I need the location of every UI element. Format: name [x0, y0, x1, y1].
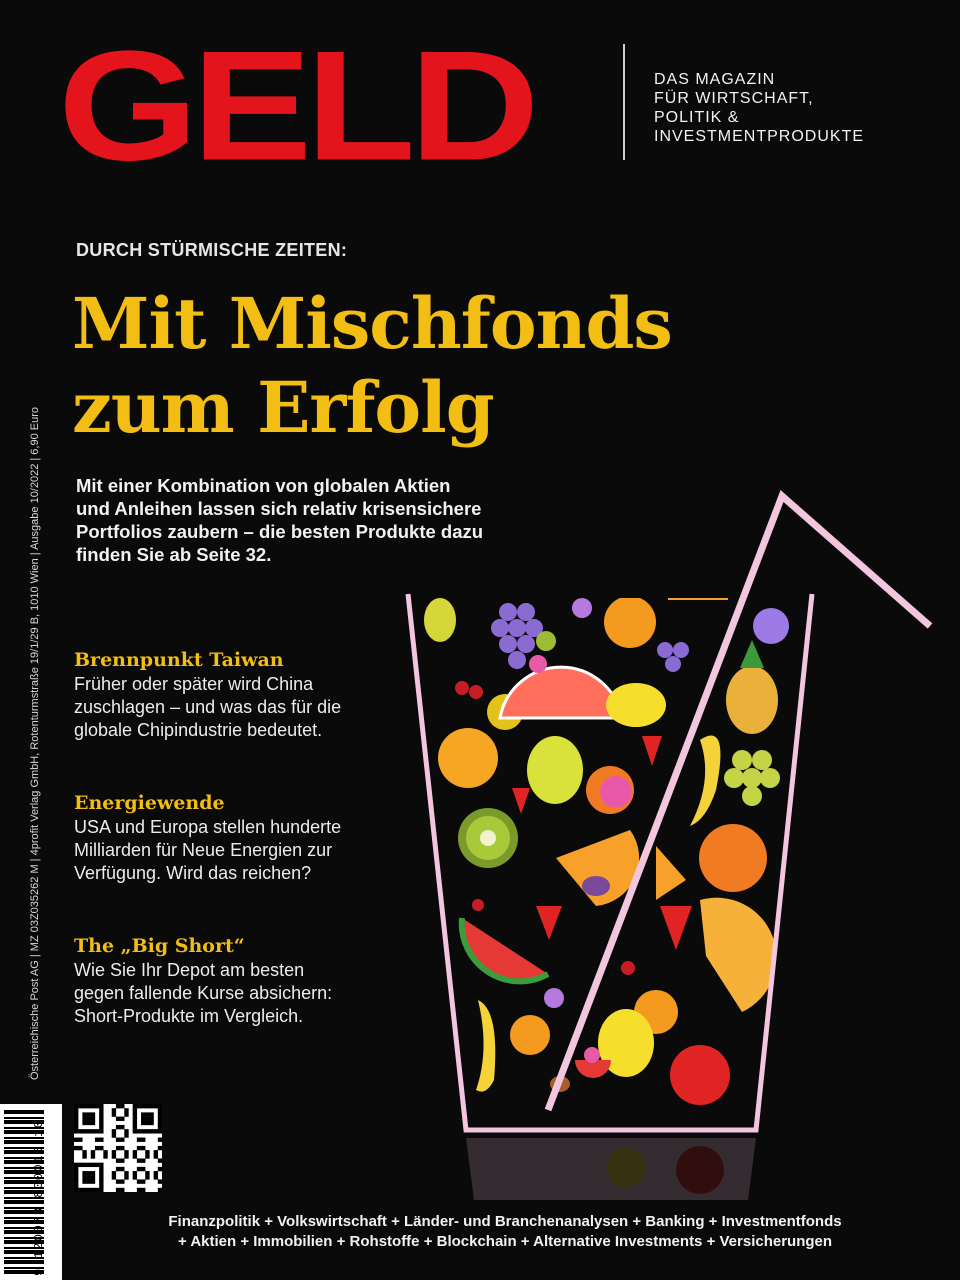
qr-module — [145, 1117, 149, 1121]
qr-module — [99, 1184, 103, 1188]
qr-module — [158, 1188, 162, 1192]
qr-module — [141, 1138, 145, 1142]
qr-module — [95, 1163, 99, 1167]
qr-module — [91, 1150, 95, 1154]
qr-module — [99, 1117, 103, 1121]
qr-module — [124, 1129, 128, 1133]
qr-module — [141, 1104, 145, 1108]
qr-module — [158, 1158, 162, 1162]
lead-line: und Anleihen lassen sich relativ krisensichere — [76, 498, 482, 519]
imprint-line: Österreichische Post AG | MZ 03Z035262 M | 4profit Verlag GmbH, Rotenturmstraße 19/1/29 B, 1010 Wien | Ausgabe 10/2022 | 6,90 Euro — [29, 406, 41, 1080]
lead-line: Mit einer Kombination von globalen Aktien — [76, 475, 451, 496]
teaser-line: zuschlagen – und was das für die — [74, 697, 342, 717]
qr-module — [158, 1129, 162, 1133]
qr-module — [145, 1121, 149, 1125]
qr-module — [133, 1112, 137, 1116]
qr-module — [133, 1171, 137, 1175]
qr-module — [112, 1133, 116, 1137]
qr-module — [82, 1112, 86, 1116]
qr-module — [154, 1175, 158, 1179]
qr-module — [116, 1188, 120, 1192]
fruit-pile — [424, 570, 789, 1105]
qr-module — [82, 1154, 86, 1158]
qr-module — [99, 1188, 103, 1192]
qr-module — [95, 1146, 99, 1150]
qr-module — [74, 1117, 78, 1121]
qr-module — [91, 1171, 95, 1175]
topics-line: + Aktien + Immobilien + Rohstoffe + Blockchain + Alternative Investments + Versicherungen — [177, 1233, 833, 1250]
qr-module — [91, 1121, 95, 1125]
cover-headline — [72, 282, 832, 450]
qr-module — [158, 1138, 162, 1142]
qr-module — [78, 1129, 82, 1133]
qr-module — [137, 1167, 141, 1171]
qr-module — [103, 1150, 107, 1154]
qr-module — [145, 1150, 149, 1154]
qr-module — [141, 1117, 145, 1121]
teaser-title: Brennpunkt Taiwan — [74, 649, 284, 671]
teaser-line: Verfügung. Wird das reichen? — [74, 863, 312, 883]
qr-module — [87, 1179, 91, 1183]
topics-footer — [70, 1212, 940, 1252]
tagline-line: POLITIK & — [654, 109, 740, 126]
qr-module — [99, 1104, 103, 1108]
teaser-title: The „Big Short“ — [74, 935, 245, 957]
qr-module — [133, 1125, 137, 1129]
qr-module — [87, 1112, 91, 1116]
qr-module — [82, 1171, 86, 1175]
qr-module — [74, 1179, 78, 1183]
qr-module — [74, 1104, 78, 1108]
teaser-line: Short-Produkte im Vergleich. — [74, 1006, 304, 1026]
masthead-divider — [623, 44, 625, 160]
qr-module — [158, 1167, 162, 1171]
qr-module — [99, 1171, 103, 1175]
qr-module — [78, 1104, 82, 1108]
headline-line: zum Erfolg — [72, 366, 494, 449]
qr-module — [120, 1146, 124, 1150]
qr-module — [99, 1121, 103, 1125]
qr-module — [74, 1146, 78, 1150]
qr-module — [82, 1188, 86, 1192]
teaser-taiwan — [74, 648, 404, 742]
qr-module — [112, 1171, 116, 1175]
qr-module — [124, 1112, 128, 1116]
qr-module — [141, 1158, 145, 1162]
qr-module — [154, 1150, 158, 1154]
teaser-line: Wie Sie Ihr Depot am besten — [74, 960, 305, 980]
qr-module — [158, 1117, 162, 1121]
qr-module — [137, 1158, 141, 1162]
qr-module — [158, 1179, 162, 1183]
qr-module — [74, 1188, 78, 1192]
masthead-tagline — [654, 70, 944, 146]
qr-module — [158, 1108, 162, 1112]
qr-module — [158, 1121, 162, 1125]
qr-module — [91, 1117, 95, 1121]
qr-module — [120, 1179, 124, 1183]
qr-module — [116, 1146, 120, 1150]
qr-module — [137, 1146, 141, 1150]
qr-module — [74, 1163, 78, 1167]
qr-module — [158, 1104, 162, 1108]
qr-module — [87, 1188, 91, 1192]
qr-module — [95, 1188, 99, 1192]
qr-module — [91, 1163, 95, 1167]
qr-module — [137, 1179, 141, 1183]
qr-module — [99, 1125, 103, 1129]
qr-module — [82, 1175, 86, 1179]
qr-module — [82, 1163, 86, 1167]
qr-module — [99, 1167, 103, 1171]
teaser-line: USA und Europa stellen hunderte — [74, 817, 342, 837]
qr-module — [154, 1129, 158, 1133]
qr-module — [116, 1158, 120, 1162]
teaser-big-short — [74, 934, 404, 1028]
teaser-line: Milliarden für Neue Energien zur — [74, 840, 333, 860]
qr-module — [74, 1112, 78, 1116]
barcode-number: 9 120073 800015 10 — [32, 1119, 46, 1276]
qr-module — [74, 1167, 78, 1171]
qr-code[interactable] — [74, 1104, 162, 1192]
qr-module — [124, 1108, 128, 1112]
qr-module — [78, 1163, 82, 1167]
qr-module — [141, 1112, 145, 1116]
lead-line: finden Sie ab Seite 32. — [76, 544, 272, 565]
qr-module — [99, 1146, 103, 1150]
qr-module — [78, 1188, 82, 1192]
qr-module — [99, 1175, 103, 1179]
qr-module — [87, 1117, 91, 1121]
qr-module — [120, 1138, 124, 1142]
cover-kicker: DURCH STÜRMISCHE ZEITEN: — [76, 240, 348, 260]
qr-module — [120, 1158, 124, 1162]
qr-module — [141, 1121, 145, 1125]
qr-module — [141, 1129, 145, 1133]
qr-module — [74, 1121, 78, 1125]
qr-module — [116, 1104, 120, 1108]
qr-module — [116, 1179, 120, 1183]
qr-module — [141, 1146, 145, 1150]
qr-module — [133, 1154, 137, 1158]
qr-module — [87, 1171, 91, 1175]
qr-module — [120, 1188, 124, 1192]
qr-module — [74, 1138, 78, 1142]
qr-module — [82, 1150, 86, 1154]
glass-reflection — [466, 1138, 756, 1200]
qr-module — [91, 1179, 95, 1183]
qr-module — [103, 1154, 107, 1158]
qr-module — [137, 1104, 141, 1108]
qr-module — [112, 1108, 116, 1112]
qr-module — [91, 1112, 95, 1116]
qr-code-icon — [74, 1104, 162, 1192]
qr-module — [154, 1171, 158, 1175]
qr-module — [133, 1104, 137, 1108]
qr-module — [149, 1104, 153, 1108]
qr-module — [91, 1154, 95, 1158]
qr-module — [82, 1129, 86, 1133]
qr-module — [116, 1167, 120, 1171]
qr-module — [87, 1121, 91, 1125]
qr-module — [133, 1121, 137, 1125]
qr-module — [82, 1104, 86, 1108]
qr-module — [87, 1163, 91, 1167]
qr-module — [82, 1121, 86, 1125]
qr-module — [91, 1129, 95, 1133]
qr-module — [154, 1104, 158, 1108]
qr-module — [145, 1175, 149, 1179]
teaser-line: globale Chipindustrie bedeutet. — [74, 720, 323, 740]
qr-module — [133, 1150, 137, 1154]
qr-module — [145, 1171, 149, 1175]
qr-module — [149, 1117, 153, 1121]
qr-module — [158, 1146, 162, 1150]
qr-module — [74, 1125, 78, 1129]
qr-module — [87, 1129, 91, 1133]
qr-module — [145, 1104, 149, 1108]
qr-module — [120, 1117, 124, 1121]
qr-module — [74, 1184, 78, 1188]
qr-module — [99, 1108, 103, 1112]
qr-module — [141, 1167, 145, 1171]
qr-module — [149, 1121, 153, 1125]
qr-module — [91, 1104, 95, 1108]
qr-module — [116, 1117, 120, 1121]
qr-module — [124, 1150, 128, 1154]
qr-module — [133, 1108, 137, 1112]
qr-module — [116, 1138, 120, 1142]
qr-module — [74, 1129, 78, 1133]
qr-module — [82, 1179, 86, 1183]
qr-module — [120, 1167, 124, 1171]
qr-module — [133, 1175, 137, 1179]
qr-module — [149, 1129, 153, 1133]
qr-module — [137, 1129, 141, 1133]
qr-module — [78, 1138, 82, 1142]
qr-module — [112, 1154, 116, 1158]
teaser-line: gegen fallende Kurse absichern: — [74, 983, 333, 1003]
qr-module — [141, 1179, 145, 1183]
qr-module — [95, 1129, 99, 1133]
qr-module — [124, 1133, 128, 1137]
qr-module — [99, 1163, 103, 1167]
topics-line: Finanzpolitik + Volkswirtschaft + Länder- und Branchenanalysen + Banking + Investmentfonds — [168, 1213, 842, 1230]
qr-module — [95, 1104, 99, 1108]
qr-module — [149, 1112, 153, 1116]
tagline-line: INVESTMENTPRODUKTE — [654, 128, 865, 145]
qr-module — [74, 1108, 78, 1112]
qr-module — [158, 1112, 162, 1116]
qr-module — [95, 1138, 99, 1142]
qr-module — [74, 1171, 78, 1175]
qr-module — [133, 1129, 137, 1133]
qr-module — [141, 1188, 145, 1192]
qr-module — [120, 1104, 124, 1108]
barcode — [0, 1104, 62, 1280]
qr-module — [112, 1175, 116, 1179]
qr-module — [124, 1175, 128, 1179]
qr-module — [87, 1175, 91, 1179]
magazine-logo: GELD — [58, 18, 534, 194]
qr-module — [116, 1125, 120, 1129]
qr-module — [124, 1154, 128, 1158]
qr-module — [137, 1138, 141, 1142]
tagline-line: FÜR WIRTSCHAFT, — [654, 90, 814, 107]
straw — [548, 496, 930, 1110]
teaser-title: Energiewende — [74, 792, 225, 814]
qr-module — [99, 1138, 103, 1142]
qr-module — [74, 1175, 78, 1179]
qr-module — [78, 1146, 82, 1150]
qr-module — [99, 1112, 103, 1116]
qr-module — [145, 1129, 149, 1133]
qr-module — [120, 1125, 124, 1129]
qr-module — [91, 1175, 95, 1179]
qr-module — [99, 1129, 103, 1133]
teaser-energiewende — [74, 791, 404, 885]
qr-module — [145, 1112, 149, 1116]
teaser-line: Früher oder später wird China — [74, 674, 314, 694]
qr-module — [145, 1154, 149, 1158]
qr-module — [99, 1179, 103, 1183]
qr-module — [91, 1188, 95, 1192]
qr-module — [112, 1129, 116, 1133]
glass-outline — [408, 594, 812, 1130]
qr-module — [112, 1150, 116, 1154]
qr-module — [154, 1154, 158, 1158]
qr-module — [87, 1104, 91, 1108]
headline-line: Mit Mischfonds — [72, 282, 672, 365]
cover-lead — [76, 474, 506, 566]
lead-line: Portfolios zaubern – die besten Produkte dazu — [76, 521, 484, 542]
tagline-line: DAS MAGAZIN — [654, 71, 776, 88]
qr-module — [82, 1117, 86, 1121]
qr-module — [137, 1188, 141, 1192]
barcode-bars-icon — [0, 1104, 62, 1280]
qr-module — [158, 1125, 162, 1129]
qr-module — [133, 1117, 137, 1121]
qr-module — [124, 1171, 128, 1175]
qr-module — [112, 1112, 116, 1116]
